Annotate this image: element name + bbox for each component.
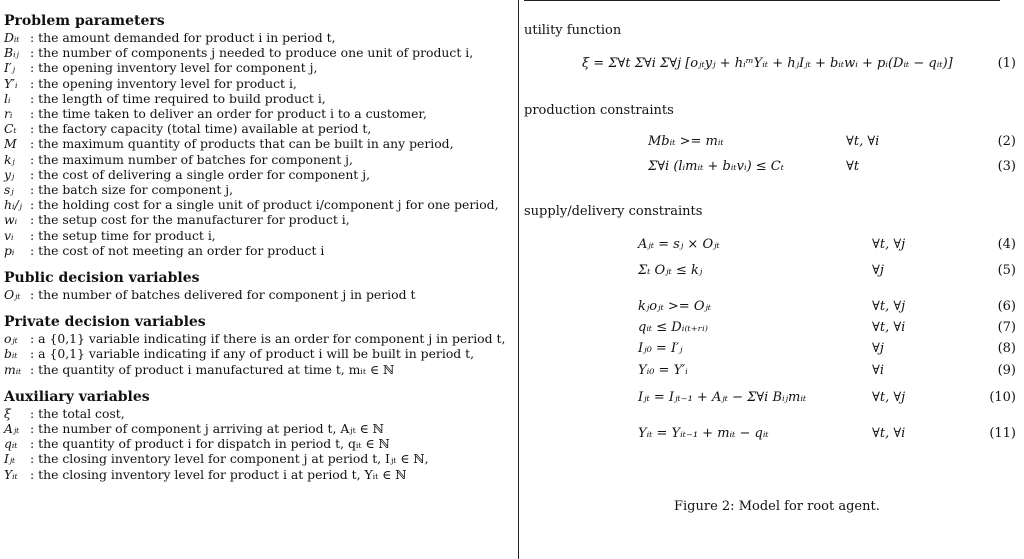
definition-row [4, 421, 514, 436]
symbol: Iⱼₜ [4, 451, 16, 467]
definition-row [4, 406, 514, 421]
column-divider [518, 0, 519, 559]
definition-text: : the time taken to deliver an order for product i to a customer, [30, 106, 427, 122]
constraint-condition: ∀t, ∀j [872, 390, 906, 405]
definition-row [4, 167, 514, 182]
symbol: sⱼ [4, 182, 14, 198]
definition-row [4, 287, 514, 302]
symbol: Bᵢⱼ [4, 45, 19, 61]
symbol: Cₜ [4, 121, 17, 137]
equation-number: (4) [997, 237, 1016, 252]
definition-row [4, 106, 514, 121]
equation-number: (8) [997, 341, 1016, 356]
definition-text: : the number of component j arriving at period t, Aⱼₜ ∈ ℕ [30, 421, 384, 437]
constraint-equation: Σₜ Oⱼₜ ≤ kⱼ [638, 263, 703, 278]
definition-row [4, 60, 514, 75]
definition-row [4, 152, 514, 167]
definition-row [4, 436, 514, 451]
definition-row [4, 30, 514, 45]
equation-number: (1) [997, 56, 1016, 71]
definition-text: : the cost of not meeting an order for product i [30, 242, 325, 258]
definition-text: : the closing inventory level for component j at period t, Iⱼₜ ∈ ℕ, [30, 451, 429, 467]
constraint-condition: ∀t, ∀j [872, 299, 906, 314]
symbol: ξ [4, 405, 11, 421]
constraint-condition: ∀t, ∀i [872, 320, 906, 335]
definition-text: : the number of components j needed to produce one unit of product i, [30, 45, 474, 61]
symbol: oⱼₜ [4, 331, 18, 347]
section-title: Problem parameters [4, 13, 165, 29]
definition-text: : the number of batches delivered for component j in period t [30, 287, 416, 303]
constraint-condition: ∀t [846, 159, 860, 174]
symbol: hᵢ/ⱼ [4, 197, 22, 213]
definition-text: : the total cost, [30, 405, 125, 421]
left-column [4, 13, 514, 482]
supply-constraints-label: supply/delivery constraints [524, 204, 703, 219]
problem-parameters-section [4, 13, 514, 258]
definition-text: : the amount demanded for product i in period t, [30, 30, 336, 45]
constraint-equation: Σ∀i (lᵢmᵢₜ + bᵢₜvᵢ) ≤ Cₜ [648, 159, 784, 174]
section-title: Auxiliary variables [4, 388, 150, 405]
definition-row [4, 467, 514, 482]
constraint-condition: ∀j [872, 341, 884, 356]
equation-number: (5) [997, 263, 1016, 278]
definition-text: : the length of time required to build product i, [30, 90, 326, 106]
constraint-equation: Yᵢₜ = Yᵢₜ₋₁ + mᵢₜ − qᵢₜ [638, 426, 769, 441]
utility-equation: ξ = Σ∀t Σ∀i Σ∀j [oⱼₜyⱼ + hᵢᵐYᵢₜ + hⱼIⱼₜ + bᵢₜwᵢ + pᵢ(Dᵢₜ − qᵢₜ)] [582, 56, 953, 71]
definition-text: : the opening inventory level for product i, [30, 75, 297, 91]
symbol: qᵢₜ [4, 436, 18, 452]
definition-row [4, 76, 514, 91]
definition-row [4, 91, 514, 106]
equation-number: (10) [989, 390, 1016, 405]
symbol: M [4, 136, 17, 152]
figure-caption: Figure 2: Model for root agent. [674, 499, 880, 514]
definition-text: : a {0,1} variable indicating if any of product i will be built in period t, [30, 346, 475, 362]
definition-row [4, 331, 514, 346]
constraint-equation: Iⱼₜ = Iⱼₜ₋₁ + Aⱼₜ − Σ∀i Bᵢⱼmᵢₜ [638, 390, 807, 405]
definition-row [4, 451, 514, 466]
auxiliary-variables-section [4, 389, 514, 482]
definition-row [4, 197, 514, 212]
constraint-condition: ∀t, ∀j [872, 237, 906, 252]
symbol: I′ⱼ [4, 60, 15, 76]
constraint-equation: Yᵢ₀ = Y′ᵢ [638, 363, 688, 378]
symbol: Yᵢₜ [4, 466, 18, 482]
definition-text: : the maximum number of batches for component j, [30, 151, 353, 167]
definition-text: : the setup time for product i, [30, 227, 216, 243]
symbol: mᵢₜ [4, 361, 22, 377]
definition-row [4, 212, 514, 227]
symbol: lᵢ [4, 90, 11, 106]
section-title: Private decision variables [4, 314, 206, 331]
equation-number: (11) [989, 426, 1016, 441]
symbol: Aⱼₜ [4, 421, 20, 437]
definition-text: : the factory capacity (total time) available at period t, [30, 121, 372, 137]
constraint-equation: Mbᵢₜ >= mᵢₜ [648, 134, 724, 149]
equation-number: (3) [997, 159, 1016, 174]
utility-function-label: utility function [524, 23, 622, 38]
symbol: rᵢ [4, 106, 13, 122]
symbol: vᵢ [4, 227, 14, 243]
definition-row [4, 45, 514, 60]
definition-text: : the opening inventory level for component j, [30, 60, 318, 76]
definition-row [4, 136, 514, 151]
constraint-equation: kⱼoⱼₜ >= Oⱼₜ [638, 299, 712, 314]
equation-number: (2) [997, 134, 1016, 149]
definition-text: : the holding cost for a single unit of product i/component j for one period, [30, 197, 499, 213]
section-title: Public decision variables [4, 270, 200, 287]
definition-row [4, 228, 514, 243]
right-column [524, 0, 1020, 559]
constraint-equation: qᵢₜ ≤ Dᵢ₍ₜ₊ᵣᵢ₎ [638, 320, 708, 335]
constraint-condition: ∀t, ∀i [872, 426, 906, 441]
definition-text: : the closing inventory level for product i at period t, Yᵢₜ ∈ ℕ [30, 466, 407, 482]
definition-row [4, 362, 514, 377]
definition-text: : the quantity of product i for dispatch in period t, qᵢₜ ∈ ℕ [30, 436, 390, 452]
symbol: yⱼ [4, 166, 15, 182]
constraint-equation: Iⱼ₀ = I′ⱼ [638, 341, 683, 356]
equation-number: (9) [997, 363, 1016, 378]
definition-row [4, 346, 514, 361]
symbol: pᵢ [4, 242, 15, 258]
equation-number: (6) [997, 299, 1016, 314]
definition-text: : the cost of delivering a single order for component j, [30, 166, 371, 182]
definition-text: : the setup cost for the manufacturer for product i, [30, 212, 350, 228]
definition-row [4, 121, 514, 136]
constraint-condition: ∀i [872, 363, 885, 378]
definition-text: : the batch size for component j, [30, 182, 234, 198]
constraint-condition: ∀j [872, 263, 884, 278]
symbol: Oⱼₜ [4, 287, 21, 303]
constraint-equation: Aⱼₜ = sⱼ × Oⱼₜ [638, 237, 720, 252]
equation-number: (7) [997, 320, 1016, 335]
production-constraints-label: production constraints [524, 103, 674, 118]
symbol: Y′ᵢ [4, 75, 18, 91]
private-decision-variables-section [4, 314, 514, 377]
definition-text: : the maximum quantity of products that can be built in any period, [30, 136, 454, 152]
symbol: wᵢ [4, 212, 18, 228]
symbol: kⱼ [4, 151, 15, 167]
constraint-condition: ∀t, ∀i [846, 134, 880, 149]
definition-text: : the quantity of product i manufactured at time t, mᵢₜ ∈ ℕ [30, 361, 395, 377]
symbol: Dᵢₜ [4, 30, 20, 45]
definition-row [4, 182, 514, 197]
definition-row [4, 243, 514, 258]
definition-text: : a {0,1} variable indicating if there is an order for component j in period t, [30, 331, 506, 347]
symbol: bᵢₜ [4, 346, 18, 362]
public-decision-variables-section [4, 270, 514, 302]
